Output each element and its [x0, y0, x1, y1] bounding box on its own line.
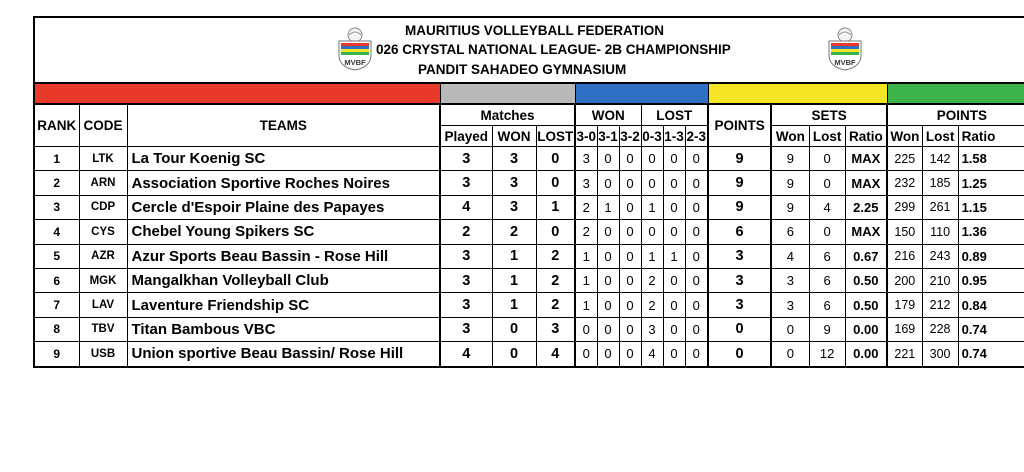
sets-won-cell: 4: [771, 244, 809, 268]
points-lost-cell: 210: [922, 268, 958, 292]
sets-ratio-cell: 0.00: [845, 342, 887, 367]
win-3-1-cell: 0: [597, 147, 619, 171]
team-name: La Tour Koenig SC: [127, 147, 440, 171]
rank-header: RANK: [34, 104, 79, 147]
code-cell: CYS: [79, 220, 127, 244]
rank-cell: 6: [34, 268, 79, 292]
code-cell: USB: [79, 342, 127, 367]
won-cell: 0: [492, 342, 536, 367]
team-name: Cercle d'Espoir Plaine des Papayes: [127, 195, 440, 219]
sets-lost-header: Lost: [809, 126, 845, 147]
l03-header: 0-3: [641, 126, 663, 147]
won-cell: 1: [492, 293, 536, 317]
sets-ratio-cell: MAX: [845, 171, 887, 195]
sets-lost-cell: 6: [809, 244, 845, 268]
loss-2-3-cell: 0: [685, 171, 708, 195]
loss-0-3-cell: 0: [641, 147, 663, 171]
points-cell: 0: [708, 342, 771, 367]
rank-cell: 1: [34, 147, 79, 171]
lost-cell: 2: [536, 268, 575, 292]
band-green: [887, 83, 1024, 104]
table-row: [34, 342, 1024, 367]
played-cell: 3: [440, 268, 492, 292]
l13-header: 1-3: [663, 126, 685, 147]
table-row: [34, 220, 1024, 244]
points-lost-cell: 110: [922, 220, 958, 244]
table-row: [34, 268, 1024, 292]
loss-1-3-cell: 0: [663, 317, 685, 341]
rank-cell: 2: [34, 171, 79, 195]
sets-won-cell: 3: [771, 293, 809, 317]
sets-ratio-cell: 0.50: [845, 293, 887, 317]
points-cell: 0: [708, 317, 771, 341]
points-lost-cell: 185: [922, 171, 958, 195]
points-ratio-cell: 1.58: [958, 147, 1024, 171]
played-cell: 4: [440, 195, 492, 219]
points-cell: 3: [708, 268, 771, 292]
played-cell: 2: [440, 220, 492, 244]
loss-0-3-cell: 1: [641, 195, 663, 219]
loss-0-3-cell: 2: [641, 293, 663, 317]
points-lost-cell: 142: [922, 147, 958, 171]
points-lost-cell: 212: [922, 293, 958, 317]
team-name: Titan Bambous VBC: [127, 317, 440, 341]
win-3-2-cell: 0: [619, 293, 641, 317]
lost-cell: 2: [536, 293, 575, 317]
team-name: Mangalkhan Volleyball Club: [127, 268, 440, 292]
code-cell: LTK: [79, 147, 127, 171]
rank-cell: 9: [34, 342, 79, 367]
points-ratio-cell: 0.95: [958, 268, 1024, 292]
points-ratio-cell: 0.84: [958, 293, 1024, 317]
win-3-2-cell: 0: [619, 220, 641, 244]
pts-won-header: Won: [887, 126, 922, 147]
loss-0-3-cell: 4: [641, 342, 663, 367]
points-won-cell: 299: [887, 195, 922, 219]
won-cell: 1: [492, 244, 536, 268]
lost-cell: 3: [536, 317, 575, 341]
points-won-cell: 200: [887, 268, 922, 292]
l23-header: 2-3: [685, 126, 708, 147]
win-3-1-cell: 0: [597, 317, 619, 341]
rank-cell: 4: [34, 220, 79, 244]
sets-won-cell: 0: [771, 317, 809, 341]
loss-2-3-cell: 0: [685, 268, 708, 292]
points-lost-cell: 228: [922, 317, 958, 341]
matches-header: Matches: [440, 104, 575, 126]
points-cell: 9: [708, 147, 771, 171]
win-3-1-cell: 0: [597, 293, 619, 317]
lost-cell: 0: [536, 147, 575, 171]
loss-2-3-cell: 0: [685, 293, 708, 317]
svg-text:MVBF: MVBF: [344, 58, 366, 67]
points-cell: 3: [708, 293, 771, 317]
rank-cell: 8: [34, 317, 79, 341]
played-cell: 4: [440, 342, 492, 367]
w31-header: 3-1: [597, 126, 619, 147]
sets-ratio-cell: MAX: [845, 220, 887, 244]
sets-won-cell: 6: [771, 220, 809, 244]
table-row: [34, 147, 1024, 171]
points-won-cell: 221: [887, 342, 922, 367]
sets-ratio-cell: 0.50: [845, 268, 887, 292]
lost-header: LOST: [536, 126, 575, 147]
w30-header: 3-0: [575, 126, 597, 147]
standings-table: [33, 82, 1024, 368]
win-3-2-cell: 0: [619, 147, 641, 171]
standings-sheet: [33, 16, 1024, 368]
win-3-0-cell: 2: [575, 195, 597, 219]
loss-0-3-cell: 3: [641, 317, 663, 341]
team-name: Laventure Friendship SC: [127, 293, 440, 317]
sets-ratio-cell: 0.00: [845, 317, 887, 341]
won-cell: 1: [492, 268, 536, 292]
points-lost-cell: 243: [922, 244, 958, 268]
band-yellow: [708, 83, 887, 104]
sets-header: SETS: [771, 104, 887, 126]
table-row: [34, 244, 1024, 268]
win-3-0-cell: 0: [575, 317, 597, 341]
header-row-1: [34, 104, 1024, 126]
points-ratio-cell: 0.89: [958, 244, 1024, 268]
points-cell: 6: [708, 220, 771, 244]
points-ratio-cell: 1.15: [958, 195, 1024, 219]
points-lost-cell: 261: [922, 195, 958, 219]
points-ratio-cell: 0.74: [958, 342, 1024, 367]
loss-0-3-cell: 1: [641, 244, 663, 268]
team-name: Association Sportive Roches Noires: [127, 171, 440, 195]
pts-lost-header: Lost: [922, 126, 958, 147]
sets-lost-cell: 0: [809, 171, 845, 195]
win-3-2-cell: 0: [619, 342, 641, 367]
lost-group-header: LOST: [641, 104, 708, 126]
won-cell: 2: [492, 220, 536, 244]
team-name: Chebel Young Spikers SC: [127, 220, 440, 244]
win-3-1-cell: 0: [597, 342, 619, 367]
won-cell: 3: [492, 171, 536, 195]
win-3-1-cell: 1: [597, 195, 619, 219]
sets-won-header: Won: [771, 126, 809, 147]
played-cell: 3: [440, 171, 492, 195]
sets-won-cell: 9: [771, 171, 809, 195]
sets-won-cell: 0: [771, 342, 809, 367]
points-won-cell: 150: [887, 220, 922, 244]
win-3-0-cell: 1: [575, 268, 597, 292]
standings-header: [33, 16, 1024, 82]
won-cell: 3: [492, 147, 536, 171]
loss-0-3-cell: 0: [641, 171, 663, 195]
loss-1-3-cell: 0: [663, 147, 685, 171]
table-row: [34, 195, 1024, 219]
loss-2-3-cell: 0: [685, 195, 708, 219]
mvbf-logo-left: [335, 25, 375, 71]
win-3-2-cell: 0: [619, 171, 641, 195]
code-cell: CDP: [79, 195, 127, 219]
band-blue: [575, 83, 708, 104]
lost-cell: 1: [536, 195, 575, 219]
teams-header: TEAMS: [127, 104, 440, 147]
pts-ratio-header: Ratio: [958, 126, 1024, 147]
sets-ratio-cell: MAX: [845, 147, 887, 171]
sets-lost-cell: 0: [809, 220, 845, 244]
points-won-cell: 169: [887, 317, 922, 341]
won-header: WON: [492, 126, 536, 147]
federation-title: MAURITIUS VOLLEYBALL FEDERATION: [405, 23, 664, 38]
table-row: [34, 171, 1024, 195]
sets-won-cell: 9: [771, 147, 809, 171]
svg-text:MVBF: MVBF: [834, 58, 856, 67]
loss-1-3-cell: 0: [663, 268, 685, 292]
loss-0-3-cell: 0: [641, 220, 663, 244]
won-cell: 3: [492, 195, 536, 219]
team-name: Union sportive Beau Bassin/ Rose Hill: [127, 342, 440, 367]
standings-body: [34, 147, 1024, 367]
sets-lost-cell: 6: [809, 268, 845, 292]
sets-won-cell: 9: [771, 195, 809, 219]
loss-2-3-cell: 0: [685, 220, 708, 244]
points-cell: 9: [708, 171, 771, 195]
w32-header: 3-2: [619, 126, 641, 147]
loss-1-3-cell: 0: [663, 220, 685, 244]
sets-lost-cell: 4: [809, 195, 845, 219]
loss-1-3-cell: 1: [663, 244, 685, 268]
band-gray: [440, 83, 575, 104]
lost-cell: 0: [536, 220, 575, 244]
win-3-0-cell: 3: [575, 147, 597, 171]
win-3-2-cell: 0: [619, 268, 641, 292]
sets-ratio-header: Ratio: [845, 126, 887, 147]
points-ratio-cell: 1.25: [958, 171, 1024, 195]
points-ratio-cell: 0.74: [958, 317, 1024, 341]
win-3-2-cell: 0: [619, 195, 641, 219]
points-lost-cell: 300: [922, 342, 958, 367]
band-red: [34, 83, 440, 104]
win-3-0-cell: 0: [575, 342, 597, 367]
played-header: Played: [440, 126, 492, 147]
win-3-0-cell: 3: [575, 171, 597, 195]
code-cell: LAV: [79, 293, 127, 317]
won-cell: 0: [492, 317, 536, 341]
win-3-0-cell: 1: [575, 293, 597, 317]
lost-cell: 2: [536, 244, 575, 268]
code-cell: ARN: [79, 171, 127, 195]
sets-ratio-cell: 2.25: [845, 195, 887, 219]
rank-cell: 7: [34, 293, 79, 317]
sets-lost-cell: 6: [809, 293, 845, 317]
points-cell: 3: [708, 244, 771, 268]
win-3-1-cell: 0: [597, 244, 619, 268]
points-won-cell: 232: [887, 171, 922, 195]
rank-cell: 5: [34, 244, 79, 268]
code-cell: TBV: [79, 317, 127, 341]
sets-lost-cell: 9: [809, 317, 845, 341]
sets-won-cell: 3: [771, 268, 809, 292]
played-cell: 3: [440, 317, 492, 341]
win-3-1-cell: 0: [597, 220, 619, 244]
won-group-header: WON: [575, 104, 641, 126]
lost-cell: 0: [536, 171, 575, 195]
points-header: POINTS: [708, 104, 771, 147]
win-3-1-cell: 0: [597, 171, 619, 195]
loss-2-3-cell: 0: [685, 147, 708, 171]
points-won-cell: 225: [887, 147, 922, 171]
points-group-header: POINTS: [887, 104, 1024, 126]
win-3-1-cell: 0: [597, 268, 619, 292]
loss-1-3-cell: 0: [663, 342, 685, 367]
win-3-0-cell: 1: [575, 244, 597, 268]
sets-ratio-cell: 0.67: [845, 244, 887, 268]
played-cell: 3: [440, 293, 492, 317]
lost-cell: 4: [536, 342, 575, 367]
points-cell: 9: [708, 195, 771, 219]
loss-2-3-cell: 0: [685, 244, 708, 268]
win-3-0-cell: 2: [575, 220, 597, 244]
venue-title: PANDIT SAHADEO GYMNASIUM: [418, 62, 627, 77]
loss-1-3-cell: 0: [663, 195, 685, 219]
win-3-2-cell: 0: [619, 244, 641, 268]
played-cell: 3: [440, 147, 492, 171]
win-3-2-cell: 0: [619, 317, 641, 341]
code-cell: AZR: [79, 244, 127, 268]
code-header: CODE: [79, 104, 127, 147]
table-row: [34, 317, 1024, 341]
mvbf-logo-right: [825, 25, 865, 71]
team-name: Azur Sports Beau Bassin - Rose Hill: [127, 244, 440, 268]
loss-1-3-cell: 0: [663, 171, 685, 195]
loss-2-3-cell: 0: [685, 317, 708, 341]
championship-title: 026 CRYSTAL NATIONAL LEAGUE- 2B CHAMPIONSHIP: [376, 42, 731, 57]
sets-lost-cell: 12: [809, 342, 845, 367]
rank-cell: 3: [34, 195, 79, 219]
color-band-row: [34, 83, 1024, 104]
points-won-cell: 179: [887, 293, 922, 317]
code-cell: MGK: [79, 268, 127, 292]
points-won-cell: 216: [887, 244, 922, 268]
played-cell: 3: [440, 244, 492, 268]
points-ratio-cell: 1.36: [958, 220, 1024, 244]
loss-0-3-cell: 2: [641, 268, 663, 292]
loss-1-3-cell: 0: [663, 293, 685, 317]
table-row: [34, 293, 1024, 317]
sets-lost-cell: 0: [809, 147, 845, 171]
loss-2-3-cell: 0: [685, 342, 708, 367]
